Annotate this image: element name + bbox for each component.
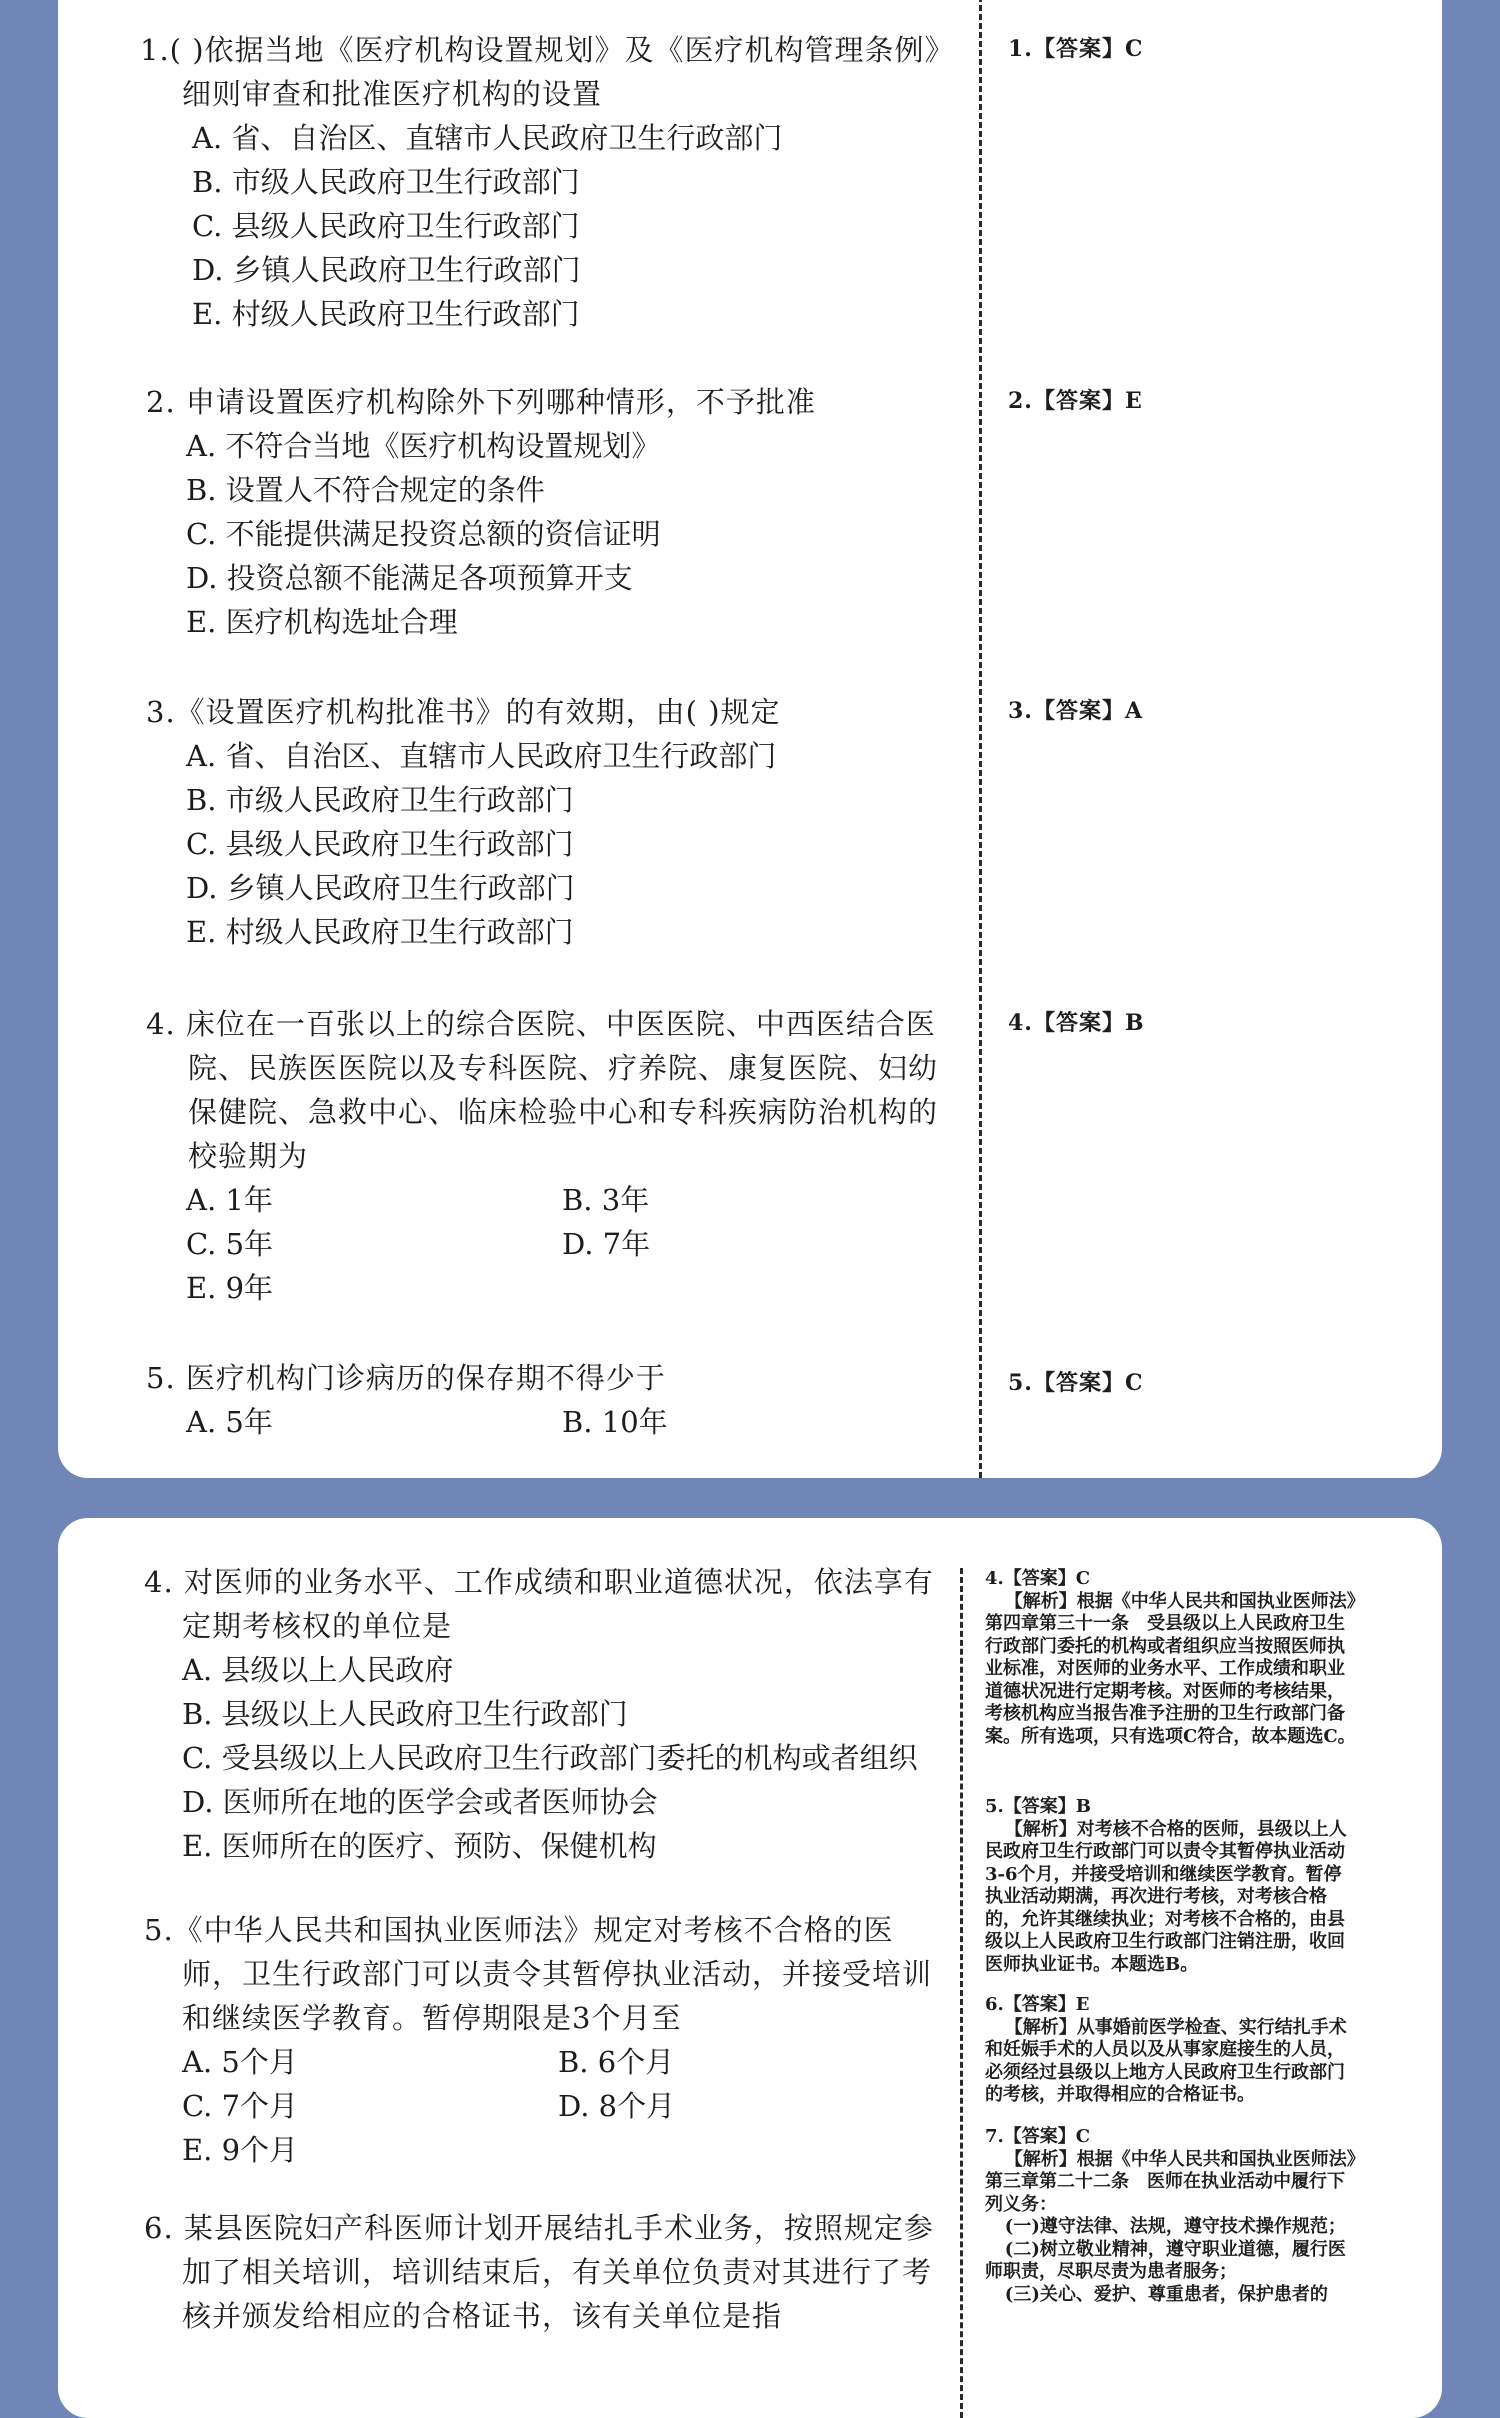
options [144, 1648, 944, 1868]
question-number: 1. [140, 33, 170, 67]
question-text [144, 1560, 944, 1648]
question-text [146, 1356, 962, 1400]
question-text [146, 380, 962, 424]
option-d: D. 乡镇人民政府卫生行政部门 [186, 871, 575, 905]
option-c: C. 受县级以上人民政府卫生行政部门委托的机构或者组织 [182, 1741, 918, 1775]
option-a: A. 5年 [186, 1405, 273, 1439]
answer-explanation-7 [985, 2126, 1357, 2306]
column-divider [979, 0, 982, 1478]
answer-head: 5.【答案】B [985, 1796, 1092, 1817]
option-a: A. 省、自治区、直辖市人民政府卫生行政部门 [186, 739, 777, 773]
question-number: 4. [146, 1007, 176, 1041]
answer-head: 4.【答案】C [985, 1568, 1091, 1589]
option-e: E. 9个月 [182, 2133, 299, 2167]
options [146, 1178, 962, 1310]
question-text [144, 1908, 944, 2040]
option-d: D. 医师所在地的医学会或者医师协会 [182, 1785, 658, 1819]
answer-explanation-5 [985, 1796, 1357, 1976]
options [144, 2040, 944, 2172]
question-text [146, 690, 962, 734]
options [146, 1400, 962, 1444]
option-b: B. 设置人不符合规定的条件 [186, 473, 545, 507]
option-e: E. 9年 [186, 1271, 274, 1305]
option-e: E. 医师所在的医疗、预防、保健机构 [182, 1829, 657, 1863]
question-number: 5. [144, 1913, 174, 1947]
question-number: 2. [146, 385, 176, 419]
options [140, 116, 962, 336]
option-c: C. 不能提供满足投资总额的资信证明 [186, 517, 661, 551]
question-3 [146, 690, 962, 954]
option-c: C. 7个月 [182, 2089, 299, 2123]
question-stem: ( )依据当地《医疗机构设置规划》及《医疗机构管理条例》细则审查和批准医疗机构的设置 [169, 33, 955, 111]
answer-explanation-4 [985, 1568, 1357, 1748]
option-c: C. 5年 [186, 1227, 274, 1261]
options [146, 734, 962, 954]
question-stem: 对医师的业务水平、工作成绩和职业道德状况，依法享有定期考核权的单位是 [182, 1565, 934, 1643]
answer-head: 7.【答案】C [985, 2126, 1091, 2147]
question-2 [146, 380, 962, 644]
answer-item: (二)树立敬业精神，遵守职业道德，履行医师职责，尽职尽责为患者服务； [985, 2238, 1346, 2282]
option-a: A. 省、自治区、直辖市人民政府卫生行政部门 [192, 121, 783, 155]
question-4 [146, 1002, 962, 1310]
question-stem: 《设置医疗机构批准书》的有效期，由( )规定 [175, 695, 781, 729]
answer-head: 6.【答案】E [985, 1994, 1090, 2015]
answer-item: (一)遵守法律、法规，遵守技术操作规范； [1004, 2216, 1346, 2237]
option-a: A. 不符合当地《医疗机构设置规划》 [186, 429, 661, 463]
option-a: A. 1年 [186, 1183, 273, 1217]
option-a: A. 县级以上人民政府 [182, 1653, 454, 1687]
answer-explanation-6 [985, 1994, 1357, 2107]
option-b: B. 县级以上人民政府卫生行政部门 [182, 1697, 628, 1731]
question-6 [144, 2206, 944, 2338]
answer-1: 1.【答案】C [1008, 36, 1144, 62]
answer-item: (三)关心、爱护、尊重患者，保护患者的 [1004, 2283, 1328, 2305]
option-d: D. 投资总额不能满足各项预算开支 [186, 561, 633, 595]
question-stem: 某县医院妇产科医师计划开展结扎手术业务，按照规定参加了相关培训，培训结束后，有关单位负责对其进行了考核并颁发给相应的合格证书，该有关单位是指 [182, 2211, 934, 2333]
option-b: B. 市级人民政府卫生行政部门 [192, 165, 580, 199]
option-c: C. 县级人民政府卫生行政部门 [186, 827, 574, 861]
question-stem: 医疗机构门诊病历的保存期不得少于 [185, 1361, 666, 1395]
answer-sheet-card-bottom [58, 1518, 1442, 2418]
question-number: 3. [146, 695, 176, 729]
question-text [146, 1002, 962, 1178]
option-b: B. 3年 [562, 1183, 650, 1217]
option-e: E. 医疗机构选址合理 [186, 605, 458, 639]
question-1 [140, 28, 962, 336]
answer-explanation: 【解析】对考核不合格的医师，县级以上人民政府卫生行政部门可以责令其暂停执业活动3-6个月，并接受培训和继续医学教育。暂停执业活动期满，再次进行考核，对考核合格的，允许其继续执业；对考核不合格的，由县级以上人民政府卫生行政部门注销注册，收回医师执业证书。本题选B。 [985, 1818, 1347, 1975]
option-d: D. 7年 [562, 1227, 651, 1261]
option-e: E. 村级人民政府卫生行政部门 [192, 297, 580, 331]
answer-2: 2.【答案】E [1008, 388, 1143, 414]
answer-explanation: 【解析】根据《中华人民共和国执业医师法》第三章第二十二条 医师在执业活动中履行下列义务： [985, 2148, 1356, 2215]
column-divider [960, 1568, 963, 2418]
question-text [144, 2206, 944, 2338]
answer-explanation: 【解析】从事婚前医学检查、实行结扎手术和妊娠手术的人员以及从事家庭接生的人员，必须经过县级以上地方人民政府卫生行政部门的考核，并取得相应的合格证书。 [985, 2016, 1347, 2105]
option-e: E. 村级人民政府卫生行政部门 [186, 915, 574, 949]
question-number: 4. [144, 1565, 174, 1599]
question-4 [144, 1560, 944, 1868]
question-stem: 申请设置医疗机构除外下列哪种情形，不予批准 [185, 385, 816, 419]
question-text [140, 28, 962, 116]
option-a: A. 5个月 [182, 2045, 298, 2079]
answer-5: 5.【答案】C [1008, 1370, 1144, 1396]
option-b: B. 市级人民政府卫生行政部门 [186, 783, 574, 817]
answer-explanation: 【解析】根据《中华人民共和国执业医师法》第四章第三十一条 受县级以上人民政府卫生行政部门委托的机构或者组织应当按照医师执业标准，对医师的业务水平、工作成绩和职业道德状况进行定期考核。对医师的考核结果，考核机构应当报告准予注册的卫生行政部门备案。所有选项，只有选项C符合，故本题选C。 [985, 1590, 1356, 1747]
question-number: 6. [144, 2211, 174, 2245]
option-d: D. 乡镇人民政府卫生行政部门 [192, 253, 581, 287]
question-5 [146, 1356, 962, 1444]
option-b: B. 10年 [562, 1405, 668, 1439]
answer-4: 4.【答案】B [1008, 1010, 1145, 1036]
option-d: D. 8个月 [558, 2089, 676, 2123]
option-b: B. 6个月 [558, 2045, 675, 2079]
answer-3: 3.【答案】A [1008, 698, 1144, 724]
question-number: 5. [146, 1361, 176, 1395]
option-c: C. 县级人民政府卫生行政部门 [192, 209, 580, 243]
question-5 [144, 1908, 944, 2172]
question-stem: 床位在一百张以上的综合医院、中医医院、中西医结合医院、民族医医院以及专科医院、疗养院、康复医院、妇幼保健院、急救中心、临床检验中心和专科疾病防治机构的校验期为 [185, 1007, 939, 1173]
question-stem: 《中华人民共和国执业医师法》规定对考核不合格的医师，卫生行政部门可以责令其暂停执业活动，并接受培训和继续医学教育。暂停期限是3个月至 [173, 1913, 933, 2035]
options [146, 424, 962, 644]
answer-sheet-card-top [58, 0, 1442, 1478]
